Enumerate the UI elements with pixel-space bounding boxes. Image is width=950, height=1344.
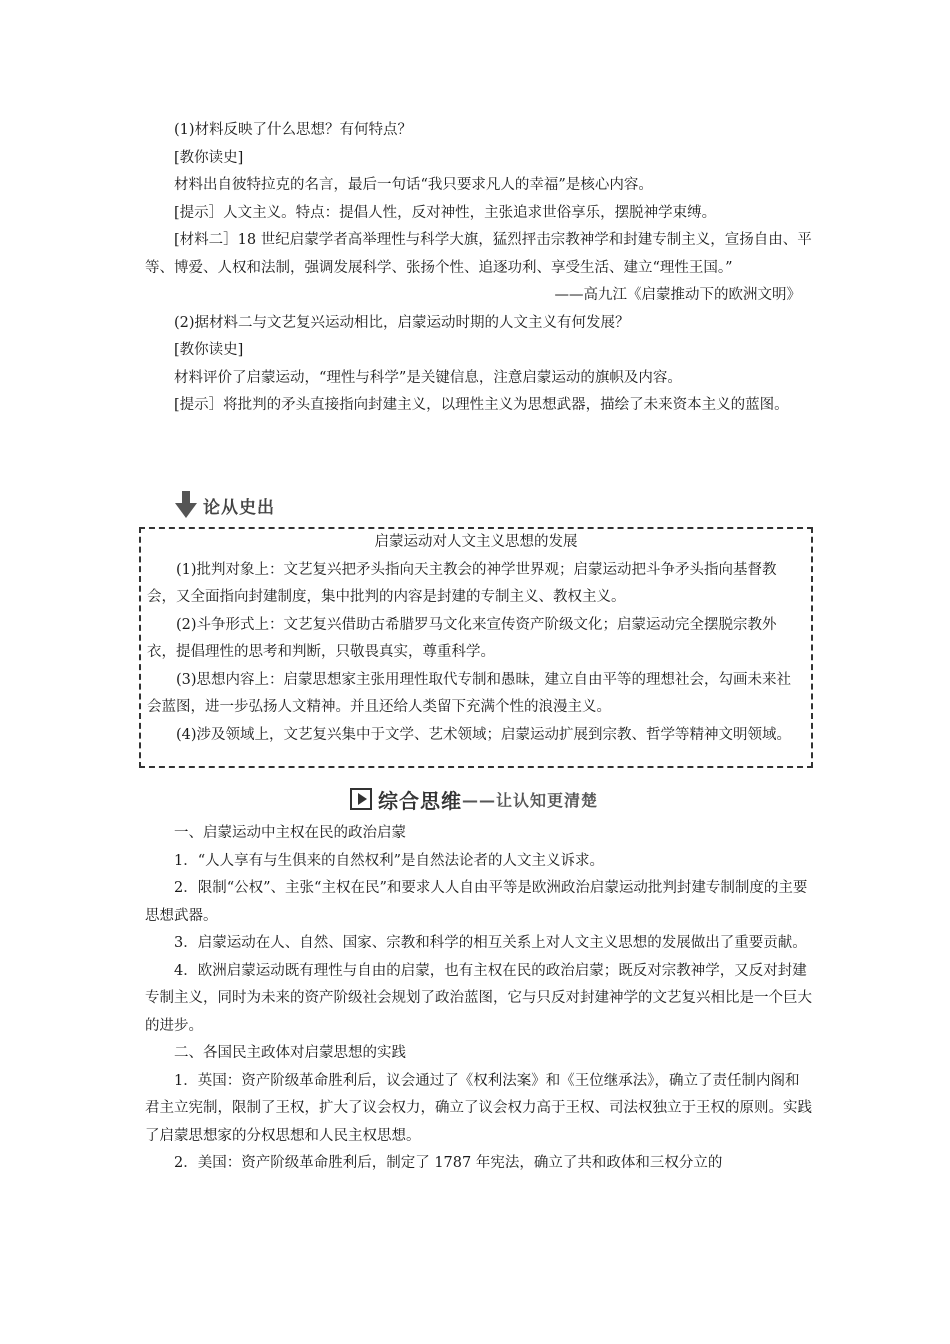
section-heading: 一、启蒙运动中主权在民的政治启蒙 bbox=[174, 825, 406, 841]
paragraph: 2．美国：资产阶级革命胜利后，制定了 1787 年宪法，确立了共和政体和三权分立的 bbox=[174, 1155, 723, 1171]
summary-box-title: 启蒙运动对人文主义思想的发展 bbox=[374, 534, 578, 550]
banner-lun-cong-shi-chu bbox=[175, 490, 275, 520]
material-2: [材料二］18 世纪启蒙学者高举理性与科学大旗，猛烈抨击宗教神学和封建专制主义，宣扬自由、平等、博爱、人权和法制，强调发展科学、张扬个性、追逐功利、享受生活、建立“理性王国。” bbox=[145, 232, 812, 276]
paragraph: 4．欧洲启蒙运动既有理性与自由的启蒙，也有主权在民的政治启蒙；既反对宗教神学，又反对封建专制主义，同时为未来的资产阶级社会规划了政治蓝图，它与只反对封建神学的文艺复兴相比是一个巨大的进步。 bbox=[145, 962, 812, 1034]
paragraph: 1．英国：资产阶级革命胜利后，议会通过了《权利法案》和《王位继承法》，确立了责任制内阁和君主立宪制，限制了王权，扩大了议会权力，确立了议会权力高于王权、司法权独立于王权的原则。实践了启蒙思想家的分权思想和人民主权思想。 bbox=[145, 1072, 812, 1144]
section-comprehensive bbox=[145, 820, 813, 1178]
banner-title: 论从史出 bbox=[203, 497, 275, 518]
play-icon bbox=[350, 788, 372, 810]
banner-main-title: 综合思维 bbox=[378, 788, 462, 813]
summary-item: (4)涉及领域上，文艺复兴集中于文学、艺术领域；启蒙运动扩展到宗教、哲学等精神文明领域。 bbox=[176, 726, 792, 743]
paragraph: 2．限制“公权”、主张“主权在民”和要求人人自由平等是欧洲政治启蒙运动批判封建专制制度的主要思想武器。 bbox=[145, 880, 808, 924]
question-1: (1)材料反映了什么思想？有何特点？ bbox=[174, 122, 413, 138]
summary-item: (1)批判对象上：文艺复兴把矛头指向天主教会的神学世界观；启蒙运动把斗争矛头指向基督教会，又全面指向封建制度，集中批判的内容是封建的专制主义、教权主义。 bbox=[147, 561, 777, 605]
section-heading: 二、各国民主政体对启蒙思想的实践 bbox=[174, 1045, 406, 1061]
question-2: (2)据材料二与文艺复兴运动相比，启蒙运动时期的人文主义有何发展？ bbox=[174, 314, 630, 331]
hint-1: [提示］人文主义。特点：提倡人性，反对神性，主张追求世俗享乐，摆脱神学束缚。 bbox=[174, 204, 717, 221]
read-text-1: 材料出自彼特拉克的名言，最后一句话“我只要求凡人的幸福”是核心内容。 bbox=[174, 177, 653, 193]
read-label-1: [教你读史] bbox=[174, 149, 244, 166]
summary-item: (3)思想内容上：启蒙思想家主张用理性取代专制和愚昧，建立自由平等的理想社会，勾画未来社会蓝图，进一步弘扬人文精神。并且还给人类留下充满个性的浪漫主义。 bbox=[147, 671, 792, 715]
summary-box bbox=[139, 527, 813, 768]
banner-subtitle: ——让认知更清楚 bbox=[462, 790, 599, 810]
summary-item: (2)斗争形式上：文艺复兴借助古希腊罗马文化来宣传资产阶级文化；启蒙运动完全摆脱宗教外衣，提倡理性的思考和判断，只敬畏真实，尊重科学。 bbox=[147, 616, 777, 660]
hint-2: [提示］将批判的矛头直接指向封建主义，以理性主义为思想武器，描绘了未来资本主义的蓝图。 bbox=[174, 397, 789, 413]
section-material-analysis bbox=[145, 117, 813, 420]
read-text-2: 材料评价了启蒙运动，“理性与科学”是关键信息，注意启蒙运动的旗帜及内容。 bbox=[174, 369, 682, 386]
paragraph: 1．“人人享有与生俱来的自然权利”是自然法论者的人文主义诉求。 bbox=[174, 852, 605, 869]
read-label-2: [教你读史] bbox=[174, 342, 244, 358]
banner-comprehensive-thinking bbox=[350, 784, 598, 814]
down-arrow-icon bbox=[175, 491, 197, 519]
material-2-source: ——高九江《启蒙推动下的欧洲文明》 bbox=[554, 287, 801, 303]
paragraph: 3．启蒙运动在人、自然、国家、宗教和科学的相互关系上对人文主义思想的发展做出了重要贡献。 bbox=[174, 935, 807, 951]
